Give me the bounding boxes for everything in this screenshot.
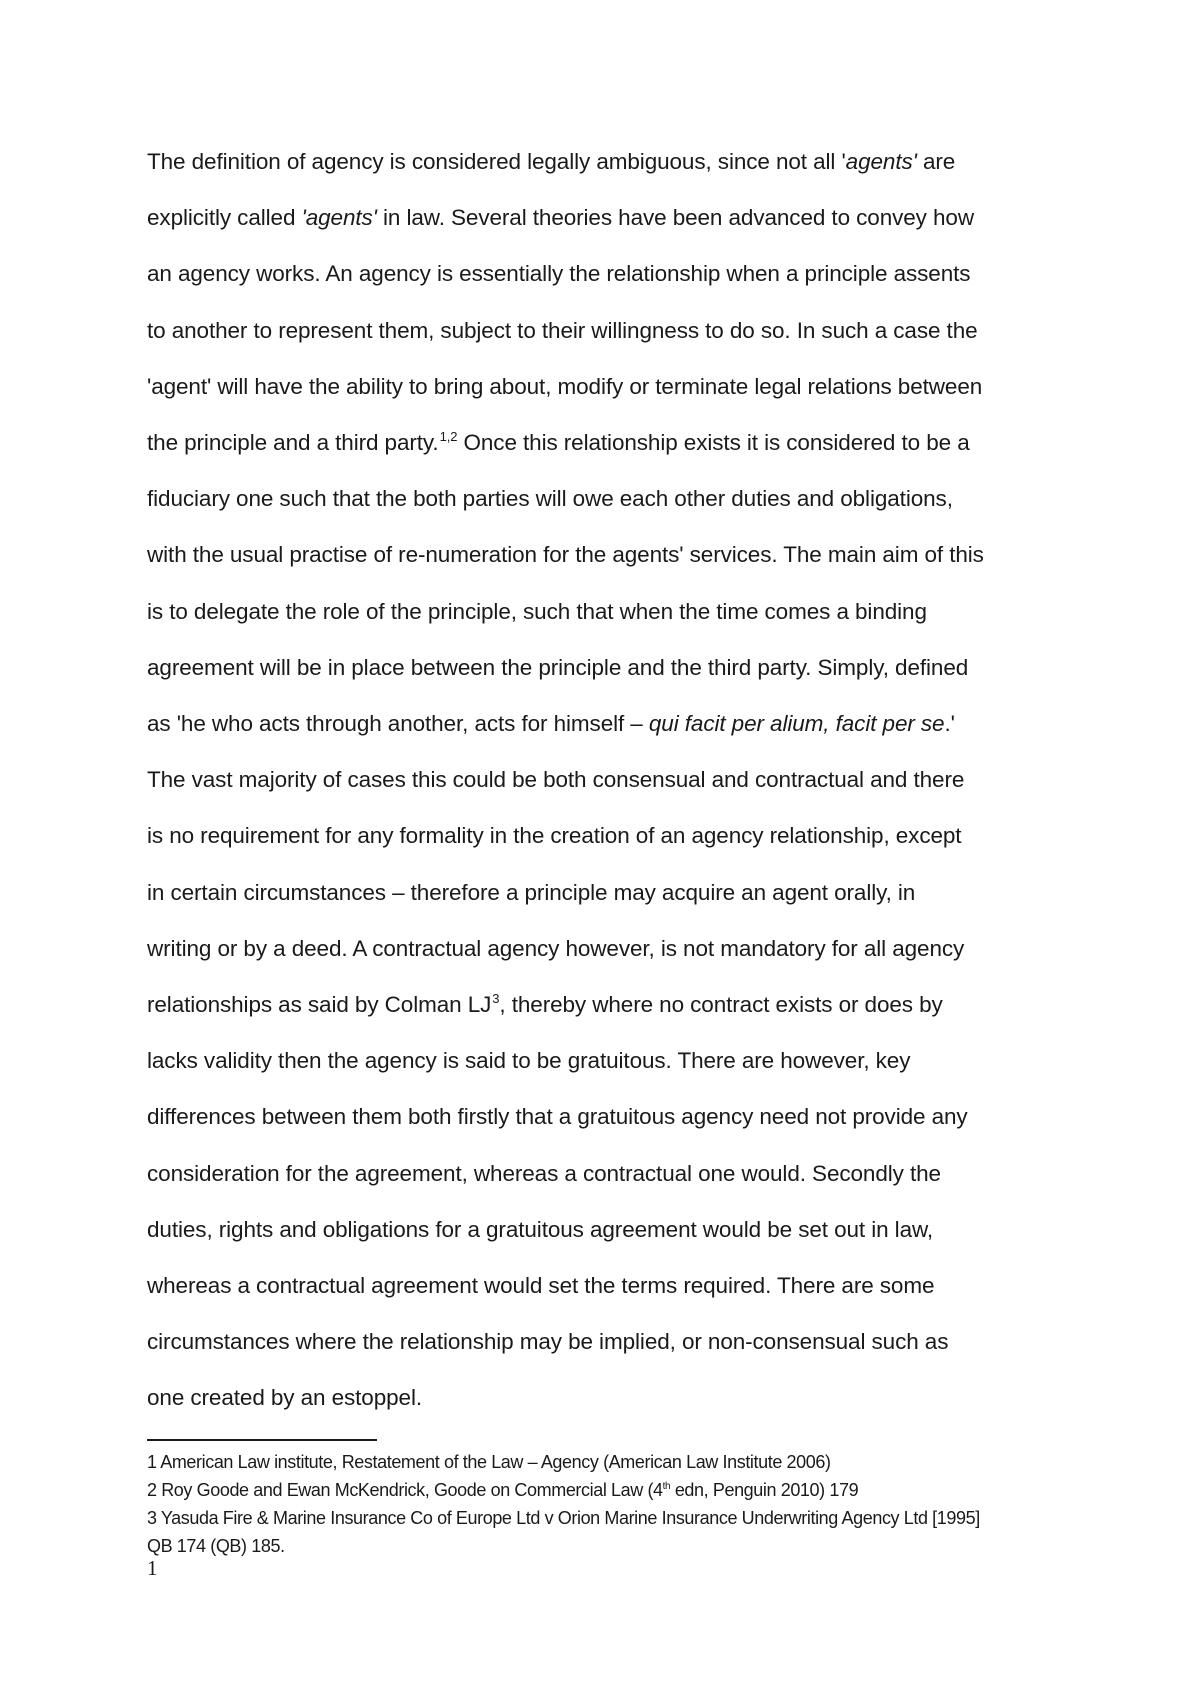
body-line: to another to represent them, subject to their willingness to do so. In such a case the bbox=[147, 317, 978, 343]
body-line: is to delegate the role of the principle, such that when the time comes a binding bbox=[147, 598, 927, 624]
body-line: one created by an estoppel. bbox=[147, 1385, 423, 1411]
body-paragraph bbox=[147, 134, 1077, 1427]
body-line: is no requirement for any formality in the creation of an agency relationship, except bbox=[147, 823, 962, 849]
body-line: whereas a contractual agreement would set the terms required. There are some bbox=[147, 1273, 935, 1299]
footnotes bbox=[147, 1448, 1077, 1560]
footnote-separator bbox=[147, 1439, 377, 1441]
body-line: 'agent' will have the ability to bring about, modify or terminate legal relations between bbox=[147, 373, 983, 399]
footnote-reference[interactable]: 3 bbox=[492, 991, 500, 1007]
body-line: the principle and a third party.$^{1,2}$ Once this relationship exists it is considered to be a bbox=[147, 429, 970, 456]
body-line: fiduciary one such that the both parties will owe each other duties and obligations, bbox=[147, 486, 953, 512]
body-line: agreement will be in place between the principle and the third party. Simply, defined bbox=[147, 654, 969, 680]
body-line: The vast majority of cases this could be both consensual and contractual and there bbox=[147, 767, 965, 793]
page-number: 1 bbox=[147, 1556, 158, 1580]
footnote-3: 3 Yasuda Fire & Marine Insurance Co of Europe Ltd v Orion Marine Insurance Underwriting Agency Ltd [1995] QB 174 (QB) 185. bbox=[147, 1508, 980, 1556]
body-line: with the usual practise of re-numeration for the agents' services. The main aim of this bbox=[147, 542, 984, 568]
body-line: relationships as said by Colman $LJ^3$, thereby where no contract exists or does by bbox=[147, 991, 943, 1018]
body-line: an agency works. An agency is essentially the relationship when a principle assents bbox=[147, 261, 971, 287]
body-line: as 'he who acts through another, acts for himself – qui facit per alium, facit per se.' bbox=[147, 711, 955, 737]
footnote-reference[interactable]: 1,2 bbox=[439, 429, 458, 445]
body-line: The definition of agency is considered legally ambiguous, since not all 'agents' are bbox=[147, 149, 956, 174]
footnote-2: 2 Roy Goode and Ewan McKendrick, Goode on Commercial Law (4th edn, Penguin 2010) 179 bbox=[147, 1480, 859, 1500]
body-line: writing or by a deed. A contractual agency however, is not mandatory for all agency bbox=[147, 935, 965, 961]
body-line: circumstances where the relationship may be implied, or non-consensual such as bbox=[147, 1329, 949, 1355]
body-line: duties, rights and obligations for a gratuitous agreement would be set out in law, bbox=[147, 1216, 934, 1242]
footnote-1: 1 American Law institute, Restatement of the Law – Agency (American Law Institute 2006) bbox=[147, 1452, 831, 1472]
body-line: lacks validity then the agency is said to be gratuitous. There are however, key bbox=[147, 1048, 911, 1074]
body-line: differences between them both firstly that a gratuitous agency need not provide any bbox=[147, 1104, 968, 1130]
body-line: explicitly called 'agents' in law. Several theories have been advanced to convey how bbox=[147, 205, 974, 231]
body-line: in certain circumstances – therefore a principle may acquire an agent orally, in bbox=[147, 879, 916, 905]
body-line: consideration for the agreement, whereas a contractual one would. Secondly the bbox=[147, 1160, 941, 1186]
